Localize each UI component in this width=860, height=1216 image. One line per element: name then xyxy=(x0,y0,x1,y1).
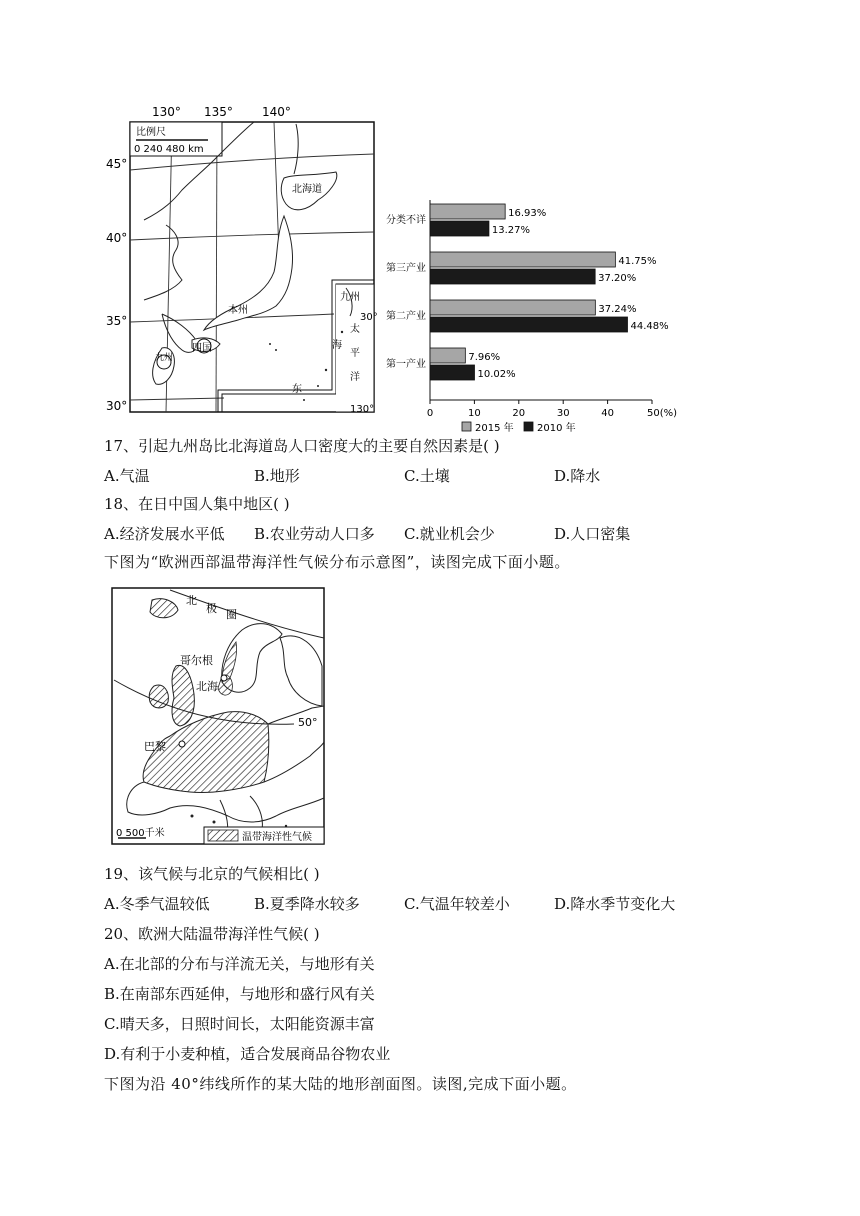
q17-option-d[interactable]: D.降水 xyxy=(554,467,601,485)
label-inset-east-sea: 东 xyxy=(292,384,302,395)
lat-label: 45° xyxy=(106,157,128,171)
category-label: 第二产业 xyxy=(386,311,426,322)
question-17-stem: 17、引起九州岛比北海道岛人口密度大的主要自然因素是( ) xyxy=(104,437,500,455)
q19-option-b[interactable]: B.夏季降水较多 xyxy=(254,895,360,913)
q20-option-c[interactable]: C.晴天多，日照时间长，太阳能资源丰富 xyxy=(104,1015,375,1033)
label-kyushu: 九州 xyxy=(155,353,174,363)
bar xyxy=(430,221,489,236)
label-arctic: 圈 xyxy=(226,608,237,621)
question-20-stem: 20、欧洲大陆温带海洋性气候( ) xyxy=(104,925,320,943)
question-18-stem: 18、在日中国人集中地区( ) xyxy=(104,495,290,513)
q20-option-b[interactable]: B.在南部东西延伸，与地形和盛行风有关 xyxy=(104,985,375,1003)
legend-label: 2015 年 xyxy=(475,423,514,434)
data-label: 16.93% xyxy=(508,208,547,219)
q20-option-d[interactable]: D.有利于小麦种植，适合发展商品谷物农业 xyxy=(104,1045,391,1063)
inset-lon: 130° xyxy=(350,404,375,415)
label-arctic: 极 xyxy=(206,602,217,615)
category-label: 分类不详 xyxy=(386,215,426,226)
label-north-sea: 北海 xyxy=(196,680,218,693)
q19-option-a[interactable]: A.冬季气温较低 xyxy=(104,895,210,913)
inset-lat: 30° xyxy=(360,312,378,323)
label-paris: 巴黎 xyxy=(144,740,166,753)
label-copenhagen: 哥尔根 xyxy=(180,654,213,667)
q18-option-a[interactable]: A.经济发展水平低 xyxy=(104,525,225,543)
label-hokkaido: 北海道 xyxy=(292,184,322,195)
label-pacific: 太 xyxy=(350,324,360,335)
legend-label: 2010 年 xyxy=(537,423,576,434)
category-label: 第一产业 xyxy=(386,359,426,370)
category-label: 第三产业 xyxy=(386,263,426,274)
bar-chart xyxy=(370,196,680,434)
japan-map xyxy=(104,100,380,420)
europe-legend-label: 温带海洋性气候 xyxy=(242,832,312,843)
bar xyxy=(430,252,615,267)
bar xyxy=(430,317,627,332)
data-label: 44.48% xyxy=(630,321,669,332)
data-label: 41.75% xyxy=(618,256,657,267)
label-inset-kyushu: 九州 xyxy=(340,292,360,303)
label-honshu: 本州 xyxy=(228,305,248,316)
label-shikoku: 四国 xyxy=(192,343,212,354)
label-pacific: 平 xyxy=(350,348,360,359)
q18-option-d[interactable]: D.人口密集 xyxy=(554,525,631,543)
q19-option-d[interactable]: D.降水季节变化大 xyxy=(554,895,676,913)
bar xyxy=(430,348,465,363)
data-label: 37.20% xyxy=(598,273,637,284)
lon-label: 140° xyxy=(262,105,291,119)
q20-option-a[interactable]: A.在北部的分布与洋流无关，与地形有关 xyxy=(104,955,375,973)
x-tick-label: 40 xyxy=(601,408,614,419)
lat-label: 30° xyxy=(106,399,128,413)
q18-option-b[interactable]: B.农业劳动人口多 xyxy=(254,525,375,543)
lon-label: 130° xyxy=(152,105,181,119)
legend-swatch xyxy=(524,422,533,431)
bar xyxy=(430,300,595,315)
q18-option-c[interactable]: C.就业机会少 xyxy=(404,525,495,543)
data-label: 7.96% xyxy=(468,352,501,363)
label-inset-sea: 海 xyxy=(332,340,342,351)
label-lat50: 50° xyxy=(298,716,318,729)
bar xyxy=(430,365,474,380)
label-arctic: 北 xyxy=(186,594,197,607)
x-tick-label: 30 xyxy=(556,408,570,419)
x-tick-label: 0 xyxy=(426,408,434,419)
x-tick-label: 20 xyxy=(512,408,526,419)
q17-option-c[interactable]: C.土壤 xyxy=(404,467,450,485)
q17-option-a[interactable]: A.气温 xyxy=(104,467,150,485)
intro-europe: 下图为“欧洲西部温带海洋性气候分布示意图”，读图完成下面小题。 xyxy=(104,553,570,571)
lon-label: 135° xyxy=(204,105,233,119)
question-19-stem: 19、该气候与北京的气候相比( ) xyxy=(104,865,320,883)
europe-map xyxy=(110,586,328,848)
bar xyxy=(430,269,595,284)
data-label: 37.24% xyxy=(598,304,637,315)
europe-scale: 0 500千米 xyxy=(116,828,165,839)
label-pacific: 洋 xyxy=(350,372,360,383)
lat-label: 35° xyxy=(106,314,128,328)
data-label: 13.27% xyxy=(491,225,531,236)
lat-label: 40° xyxy=(106,231,128,245)
intro-profile: 下图为沿 40°纬线所作的某大陆的地形剖面图。读图,完成下面小题。 xyxy=(104,1075,577,1093)
scale-values: 0 240 480 km xyxy=(134,144,204,155)
data-label: 10.02% xyxy=(477,369,516,380)
q19-option-c[interactable]: C.气温年较差小 xyxy=(404,895,510,913)
legend-swatch xyxy=(462,422,471,431)
x-tick-label: 50(%) xyxy=(647,408,678,419)
scale-title: 比例尺 xyxy=(136,127,166,138)
bar xyxy=(430,204,505,219)
x-tick-label: 10 xyxy=(468,408,481,419)
q17-option-b[interactable]: B.地形 xyxy=(254,467,300,485)
